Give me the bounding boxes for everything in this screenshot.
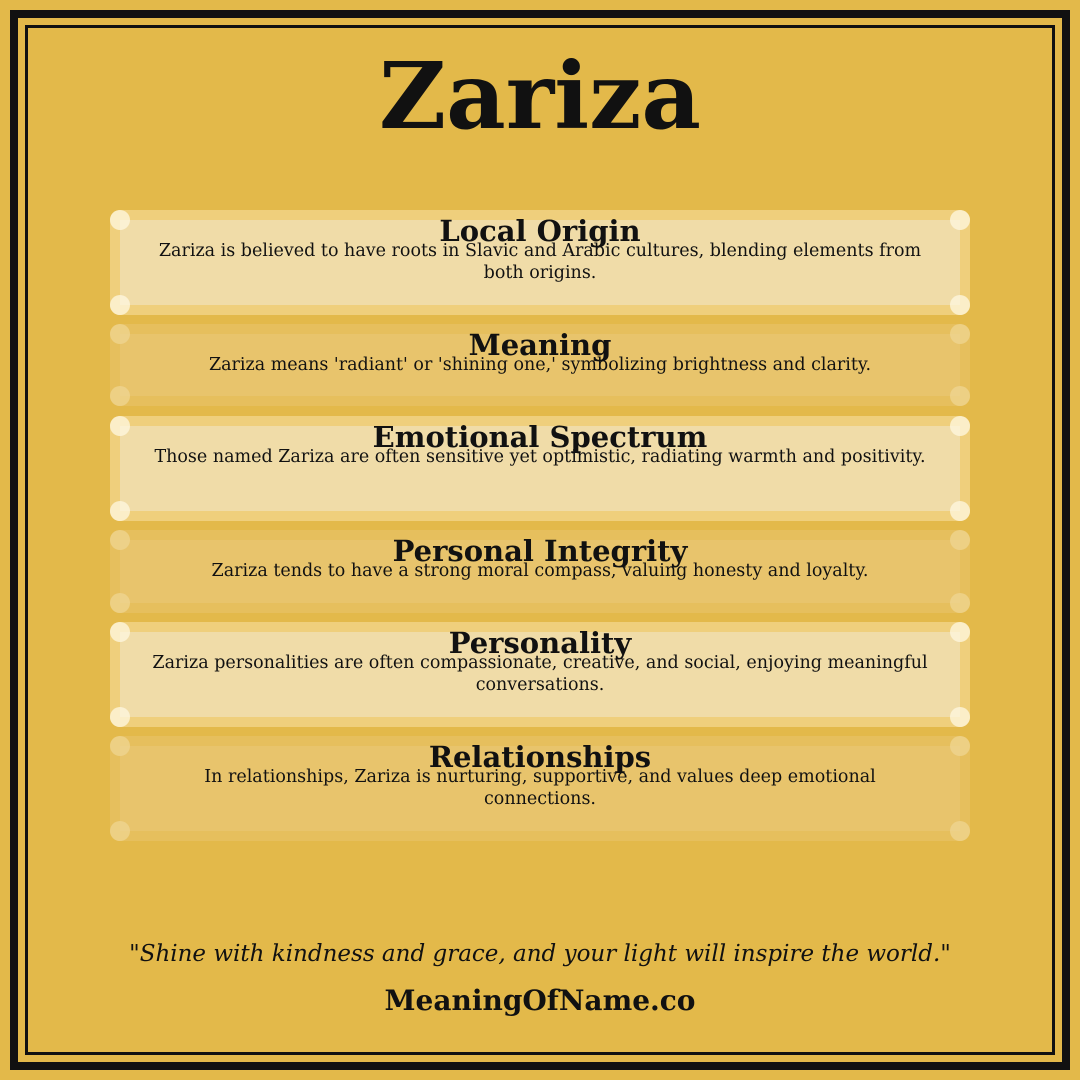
- section-title: Personality: [448, 626, 632, 660]
- section-title: Personal Integrity: [392, 534, 688, 568]
- corner-dot: [110, 295, 130, 315]
- section-relationships: [110, 736, 970, 841]
- section-title: Local Origin: [439, 214, 641, 248]
- section-text: Those named Zariza are often sensitive yet optimistic, radiating warmth and positivity.: [154, 447, 926, 467]
- corner-dot: [950, 386, 970, 406]
- section-title: Relationships: [428, 740, 652, 774]
- corner-dot: [110, 707, 130, 727]
- corner-dot: [950, 821, 970, 841]
- corner-dot: [110, 501, 130, 521]
- section-text: Zariza means 'radiant' or 'shining one,' symbolizing brightness and clarity.: [208, 355, 872, 375]
- section-local-origin: [110, 210, 970, 315]
- site-watermark: MeaningOfName.co: [384, 984, 696, 1017]
- section-personality: [110, 622, 970, 727]
- section-text: Zariza tends to have a strong moral compass, valuing honesty and loyalty.: [211, 561, 869, 581]
- inspirational-quote: "Shine with kindness and grace, and your light will inspire the world.": [129, 941, 951, 967]
- corner-dot: [110, 386, 130, 406]
- corner-dot: [950, 707, 970, 727]
- section-personal-integrity: [110, 530, 970, 613]
- section-emotional-spectrum: [110, 416, 970, 521]
- section-meaning: [110, 324, 970, 406]
- corner-dot: [950, 295, 970, 315]
- section-title: Meaning: [468, 328, 612, 362]
- section-text: Zariza personalities are often compassionate, creative, and social, enjoying meaningful conversations.: [152, 653, 928, 695]
- corner-dot: [950, 501, 970, 521]
- corner-dot: [110, 593, 130, 613]
- corner-dot: [110, 821, 130, 841]
- section-text: In relationships, Zariza is nurturing, supportive, and values deep emotional connections.: [204, 767, 876, 809]
- section-title: Emotional Spectrum: [372, 420, 708, 454]
- corner-dot: [950, 593, 970, 613]
- name-title: Zariza: [378, 42, 702, 150]
- section-text: Zariza is believed to have roots in Slavic and Arabic cultures, blending elements from both origins.: [158, 241, 922, 283]
